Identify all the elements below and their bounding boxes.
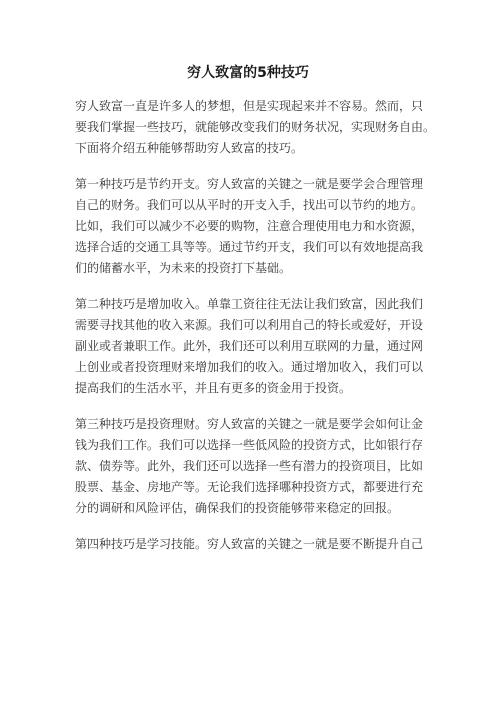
paragraph-3-line-4: 上创业或者投资理财来增加我们的收入。通过增加收入，我们可以	[75, 360, 424, 374]
paragraph-2-line-2: 自己的财务。我们可以从平时的开支入手，找出可以节约的地方。	[75, 198, 424, 212]
paragraph-4-line-4: 股票、基金、房地产等。无论我们选择哪种投资方式，都要进行充	[75, 480, 424, 494]
paragraph-4-line-3: 款、债券等。此外，我们还可以选择一些有潜力的投资项目，比如	[75, 459, 424, 473]
paragraph-3-line-5: 提高我们的生活水平，并且有更多的资金用于投资。	[75, 381, 352, 395]
paragraph-4-line-2: 钱为我们工作。我们可以选择一些低风险的投资方式，比如银行存	[75, 438, 424, 452]
paragraph-5-line-1: 第四种技巧是学习技能。穷人致富的关键之一就是要不断提升自己	[75, 537, 424, 551]
paragraph-1-line-3: 下面将介绍五种能够帮助穷人致富的技巧。	[75, 141, 304, 155]
paragraph-2-line-3: 比如，我们可以减少不必要的购物，注意合理使用电力和水资源，	[75, 219, 424, 233]
paragraph-4-line-5: 分的调研和风险评估，确保我们的投资能够带来稳定的回报。	[75, 501, 400, 515]
paragraph-2-line-4: 选择合适的交通工具等等。通过节约开支，我们可以有效地提高我	[75, 240, 424, 254]
paragraph-1-line-1: 穷人致富一直是许多人的梦想，但是实现起来并不容易。然而，只	[75, 99, 424, 113]
paragraph-2-line-5: 们的储蓄水平，为未来的投资打下基础。	[75, 261, 292, 275]
paragraph-3-line-1: 第二种技巧是增加收入。单靠工资往往无法让我们致富，因此我们	[75, 297, 424, 311]
page-title: 穷人致富的5种技巧	[187, 65, 309, 81]
paragraph-4-line-1: 第三种技巧是投资理财。穷人致富的关键之一就是要学会如何让金	[75, 417, 424, 431]
paragraph-2-line-1: 第一种技巧是节约开支。穷人致富的关键之一就是要学会合理管理	[75, 177, 424, 191]
paragraph-3-line-3: 副业或者兼职工作。此外，我们还可以利用互联网的力量，通过网	[75, 339, 424, 353]
paragraph-3-line-2: 需要寻找其他的收入来源。我们可以利用自己的特长或爱好，开设	[75, 318, 424, 332]
paragraph-1-line-2: 要我们掌握一些技巧，就能够改变我们的财务状况，实现财务自由。	[75, 120, 436, 134]
